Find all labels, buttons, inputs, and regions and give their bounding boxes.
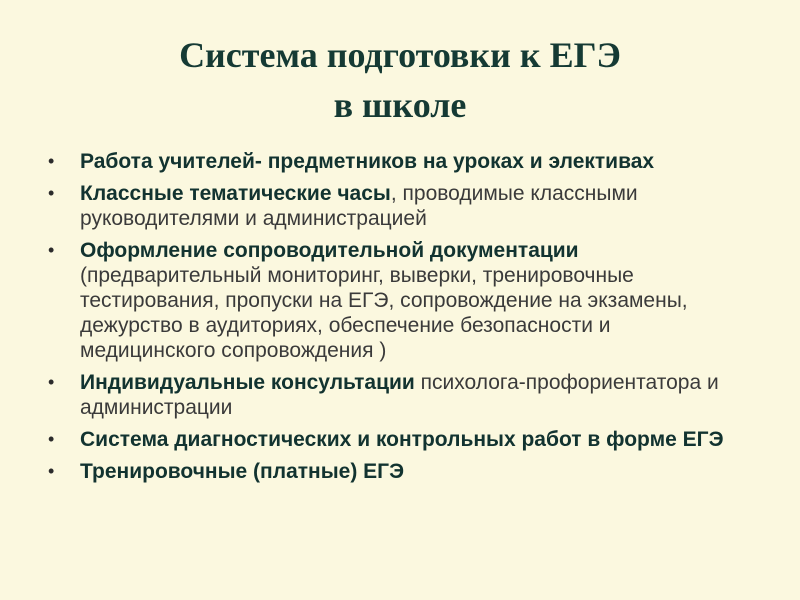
bullet-3-text: (предварительный мониторинг, выверки, тренировочные тестирования, пропуски на ЕГЭ, сопровождение на экзамены, дежурство в аудиториях, обеспечение безопасности и медицинского сопровождения ) xyxy=(80,264,688,362)
bullet-6-bold-text: Тренировочные (платные) ЕГЭ xyxy=(80,460,405,483)
bullet-icon: • xyxy=(48,461,55,481)
slide-title xyxy=(40,30,760,130)
bullet-list xyxy=(40,149,750,491)
bullet-icon: • xyxy=(48,240,55,260)
bullet-item-3 xyxy=(40,238,750,363)
bullet-item-6 xyxy=(40,459,750,484)
bullet-4-bold-text: Индивидуальные консультации xyxy=(80,371,415,394)
bullet-icon: • xyxy=(48,151,55,171)
bullet-item-2 xyxy=(40,181,750,231)
bullet-item-5 xyxy=(40,427,750,452)
bullet-icon: • xyxy=(48,183,55,203)
bullet-1-bold-text: Работа учителей- предметников на уроках и элективах xyxy=(80,150,655,173)
bullet-2-bold-text: Классные тематические часы xyxy=(80,182,391,205)
bullet-3-bold-text: Оформление сопроводительной документации xyxy=(80,239,579,262)
bullet-item-1 xyxy=(40,149,750,174)
slide-title-line-2: в школе xyxy=(333,85,467,125)
bullet-2-text: , проводимые классными руководителями и администрацией xyxy=(80,182,638,230)
bullet-item-4 xyxy=(40,370,750,420)
bullet-4-text: психолога-профориентатора и администрации xyxy=(80,371,719,419)
bullet-icon: • xyxy=(48,429,55,449)
bullet-5-bold-text: Система диагностических и контрольных работ в форме ЕГЭ xyxy=(80,428,724,451)
slide-title-line-1: Система подготовки к ЕГЭ xyxy=(179,35,621,75)
bullet-icon: • xyxy=(48,372,55,392)
